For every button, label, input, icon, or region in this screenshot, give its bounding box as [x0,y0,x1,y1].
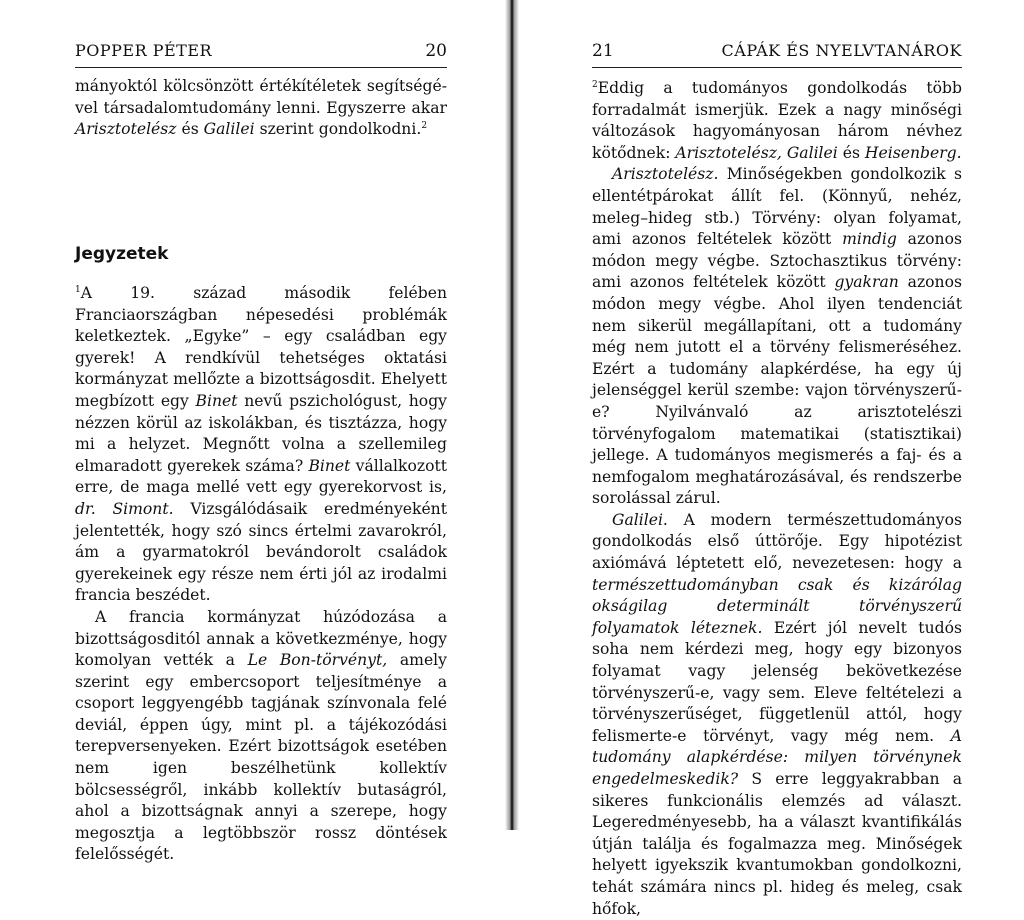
italic-text: mindig [842,230,897,249]
right-main-text [592,78,962,920]
notes-heading: Jegyzetek [75,244,169,264]
text-run: azonos módon megy végbe. Ahol ilyen tendenciát nem sikerül megállapítani, ott a tudomány még nem jutott el a törvény felismeréséhez. Ezért a tudomány alapkérdése, ha egy új jelenséggel kerül szembe: vajon törvényszerű-e? Nyilvánvaló az arisztotelészi törvényfogalom matematikai (statisztikai) jellege. A tudományos megismerés a faj- és a nemfogalom meghatározásával, és rendszerbe sorolással zárul. [592,273,962,508]
left-header-rule [75,67,447,68]
running-head-author: POPPER PÉTER [75,41,213,60]
notes-body [75,283,447,866]
text-run: amely szerint egy embercsoport teljesítménye a csoport leggyengébb tagjának színvonala felé deviál, éppen úgy, mint pl. a tájékozódási terepversenyeken. Ezért bizottságok esetében nem igen beszélhetünk kollektív bölcsességről, inkább kollektív butaságról, ahol a bizottságnak annyi a szerepe, hogy megosztja a legtöbbször rossz döntések felelősségét. [75,651,447,864]
text-run: Ezért jól nevelt tudós soha nem kérdezi meg, hogy egy bizonyos folyamat vagy jelenség bekövetkezése törvényszerű-e, vagy sem. Eleve feltételezi a törvényszerűséget, függetlenül attól, hogy felismerte-e törvényt, vagy még nem. [592,618,962,745]
text-run: azonos módon megy végbe. Sztochasztikus törvény: ami azonos feltételek között [592,230,962,292]
page-number-21: 21 [592,41,614,61]
note-1-paragraph-1 [75,283,447,607]
italic-text: Arisztotelész. [612,165,719,184]
italic-text: Arisztotelész [75,120,177,139]
right-running-head [592,41,962,67]
italic-text: Binet [308,456,351,475]
note-2-paragraph-2 [592,164,962,510]
italic-text: A tudomány alapkérdése: milyen törvénynek engedelmeskedik? [592,726,962,788]
page-number-20: 20 [425,41,447,61]
text-run: mányoktól kölcsönzött értékítéletek segítségé-vel társadalomtudomány lenni. Egyszerre akar [75,77,447,117]
note-2-paragraph-1 [592,78,962,164]
text-run: S erre leggyakrabban a sikeres funkcionális elemzés ad választ. Legeredményesebb, ha a választ kvantifikálás útján találja és fogalmazza meg. Minőségek helyett igyekszik kvantumokban gondolkozni, tehát számára nincs pl. hideg és meleg, csak hőfok, [592,770,962,918]
text-run: A francia kormányzat húzódozása a bizottságosditól annak a következménye, hogy komolyan vették a [75,607,447,670]
text-run: A 19. század második felében Franciaországban népesedési problémák keletkeztek. „Egyke” – egy családban egy gyerek! A rendkívül tehetséges oktatási kormányzat mellőzte a bizottságosdit. Ehelyett megbízott egy [75,284,447,410]
text-run: A modern természettudományos gondolkodás első úttörője. Egy hipotézist axiómává léptetett elő, nevezetesen: hogy a [592,510,962,573]
book-gutter [505,0,519,830]
left-main-text [75,76,447,141]
italic-text: Galilei. [612,510,668,529]
footnote-marker: 2 [421,121,428,131]
note-1-paragraph-2 [75,607,447,866]
italic-text: természettudományban csak és kizárólag okságilag determinált törvényszerű folyamatok léteznek. [592,575,962,637]
text-run: nevű pszichológust, hogy nézzen körül az iskolákban, és tisztázza, hogy mi a helyzet. Megnőtt volna a szellemileg elmaradott gyerekek száma? [75,391,447,475]
footnote-marker: 1 [75,284,81,295]
text-run: Eddig a tudományos gondolkodás több forradalmát ismerjük. Ezek a nagy minőségi változások hagyományosan három névhez kötődnek: [592,79,962,162]
left-page [75,0,447,864]
text-run: Vizsgálódásaik eredményeként jelentették, hogy szó sincs értelmi zavarokról, ám a gyarmatokról bevándorolt családok gyerekeinek egy része nem érti jól az irodalmi francia beszédet. [75,499,447,605]
italic-text: Galilei [203,120,255,139]
text-run: szerint gondolkodni. [254,120,422,139]
italic-text: dr. Simont. [75,499,174,518]
italic-text: gyakran [834,273,899,292]
text-run: Minőségekben gondolkozik s ellentétpárokat állít fel. (Könnyű, nehéz, meleg–hideg stb.) Törvény: olyan folyamat, ami azonos feltételek között [592,165,962,249]
italic-text: Binet [195,391,238,410]
italic-text: Arisztotelész, Galilei [675,143,838,162]
text-run: és [837,143,865,162]
left-running-head [75,41,447,67]
right-header-rule [592,67,962,68]
italic-text: Heisenberg. [864,143,962,162]
footnote-marker: 2 [592,79,598,90]
text-run: és [176,120,204,139]
italic-text: Le Bon-törvényt, [247,651,388,670]
text-run: vállalkozott erre, de maga mellé vett egy gyerekorvost is, [75,456,447,497]
note-2-paragraph-3 [592,510,962,920]
running-head-chapter: CÁPÁK ÉS NYELVTANÁROK [721,41,962,60]
right-page [592,0,962,918]
intro-paragraph [75,76,447,141]
